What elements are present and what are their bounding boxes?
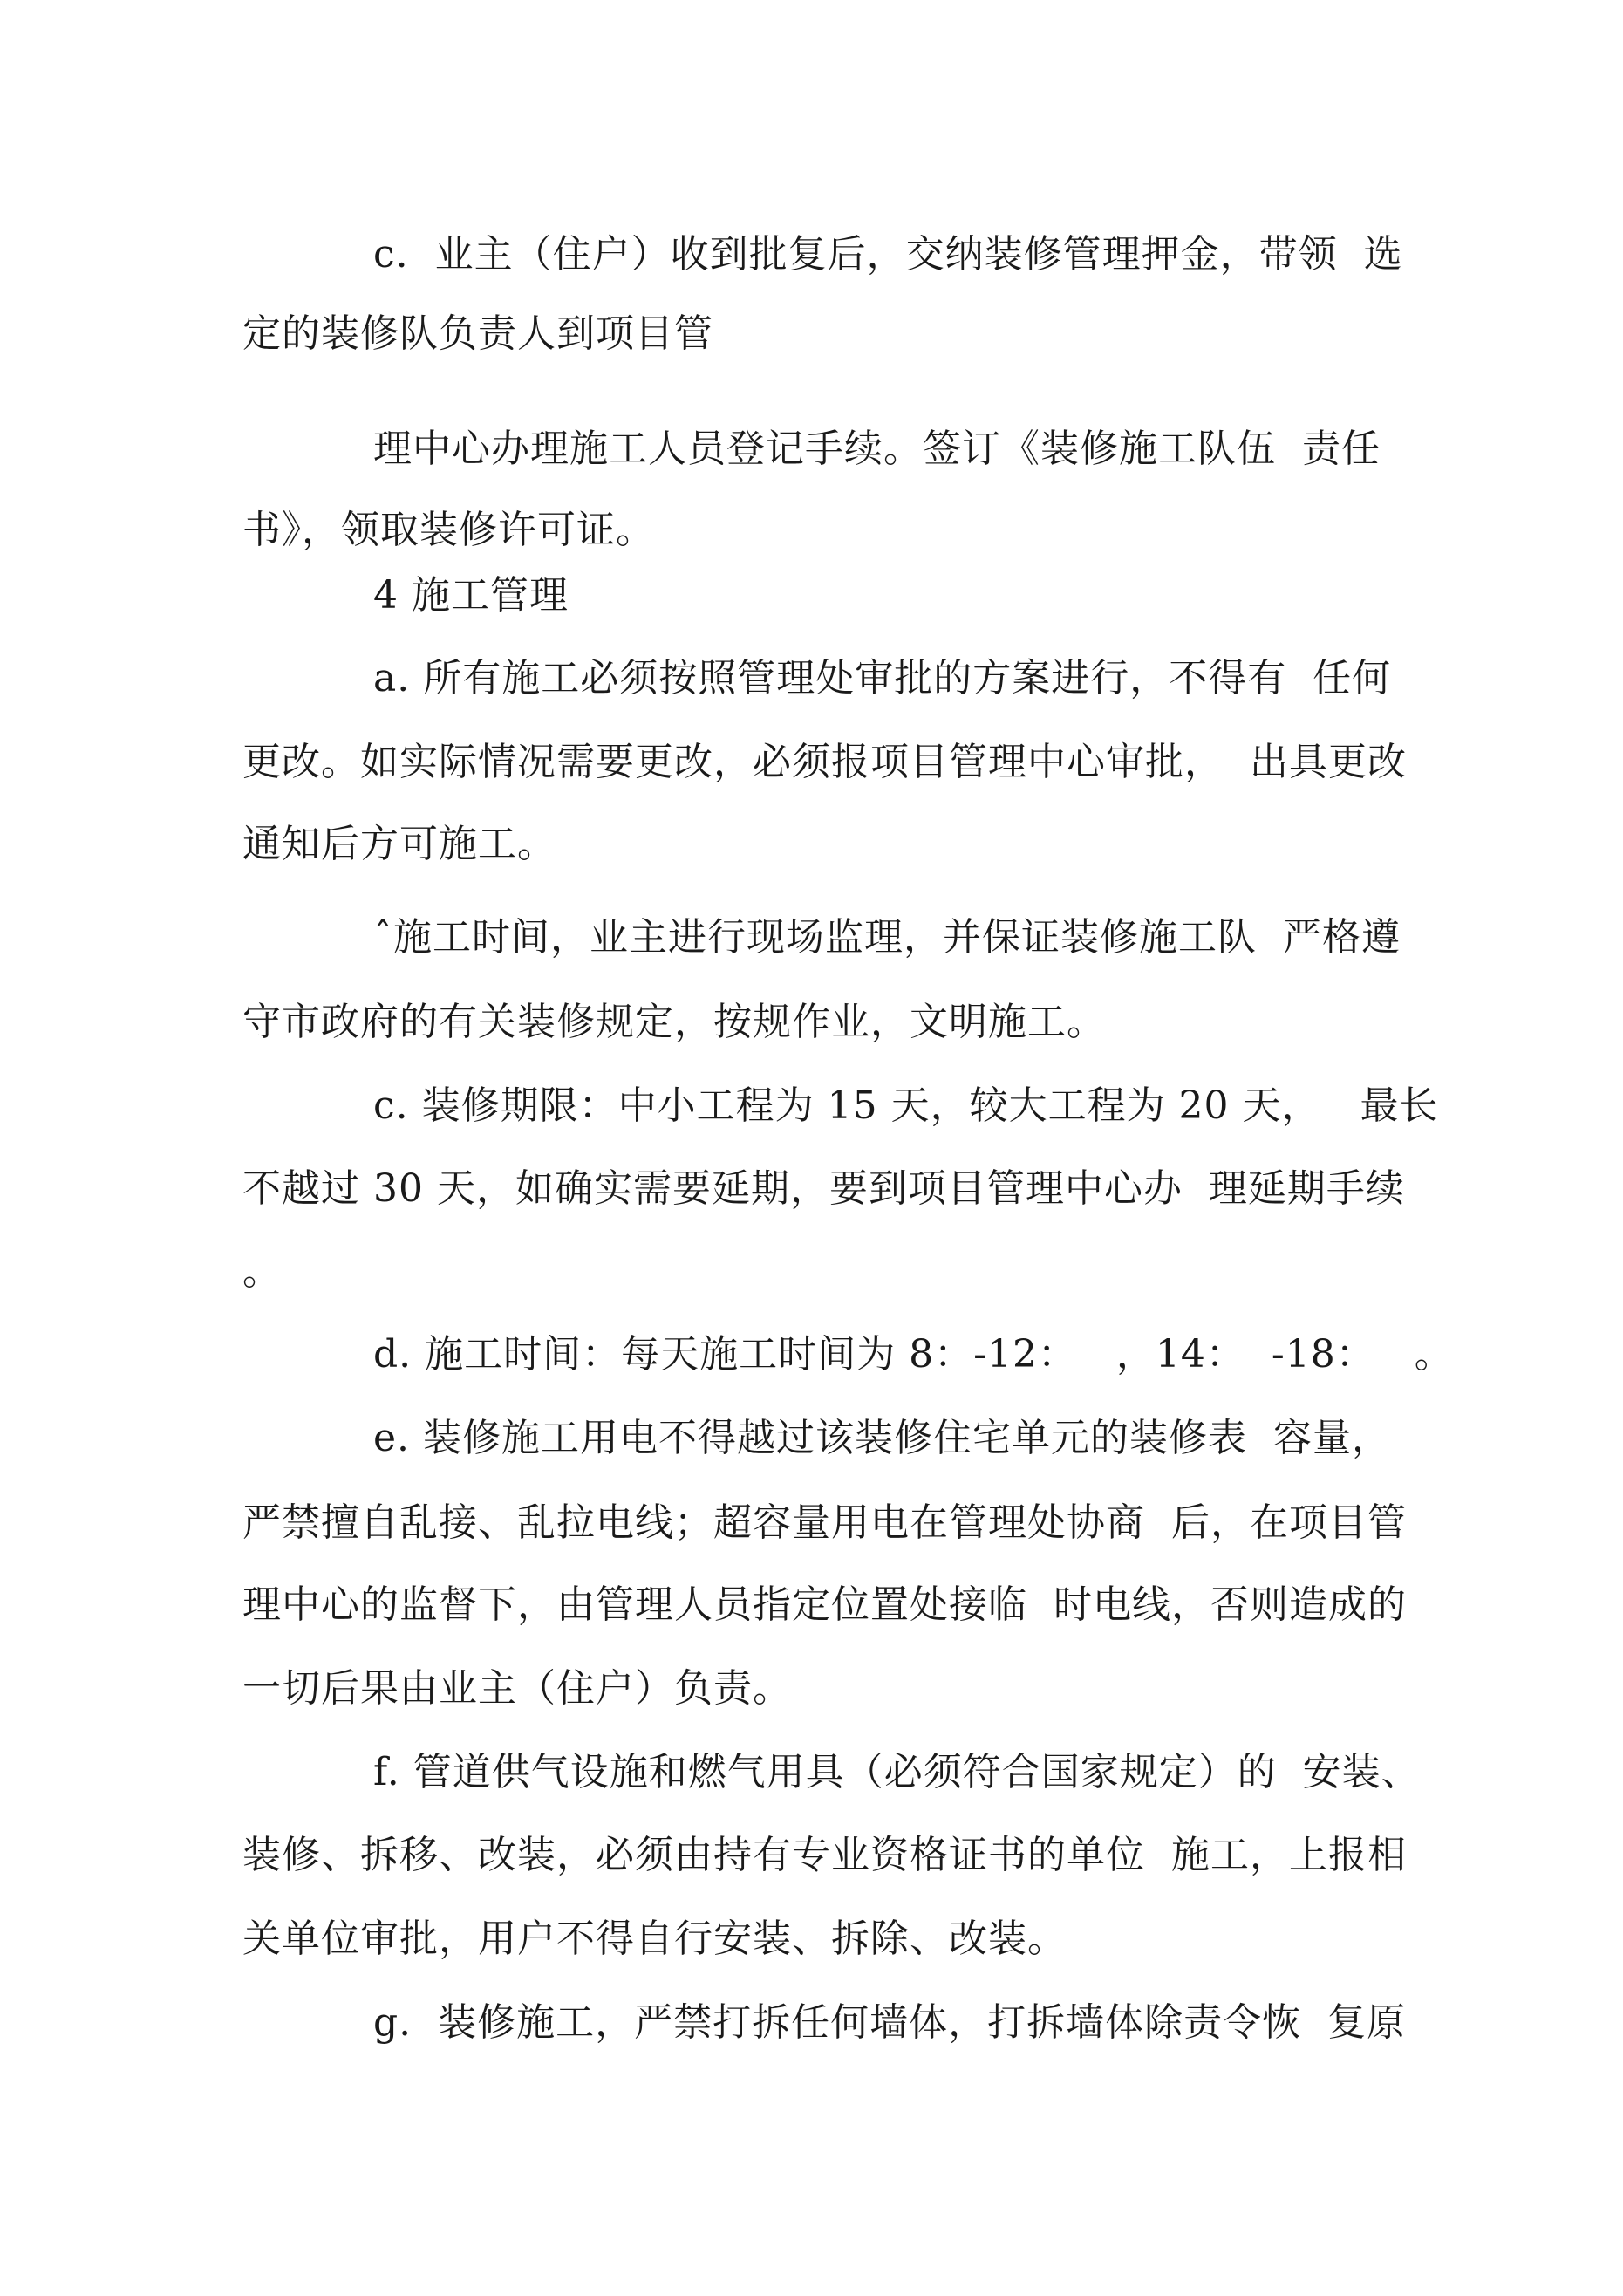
text-line: 理中心办理施工人员登记手续。签订《装修施工队伍 责任 bbox=[373, 427, 1381, 471]
text-line: f. 管道供气设施和燃气用具（必须符合国家规定）的 安装、 bbox=[373, 1750, 1421, 1794]
text-line: 。 bbox=[242, 1249, 282, 1294]
text-line: ˆ施工时间，业主进行现场监理，并保证装修施工队 严格遵 bbox=[373, 915, 1401, 960]
text-line: 书》，领取装修许可证。 bbox=[242, 508, 655, 552]
text-line: 一切后果由业主（住户）负责。 bbox=[242, 1666, 792, 1711]
text-line: 装修、拆移、改装，必须由持有专业资格证书的单位 施工，上报相 bbox=[242, 1833, 1407, 1877]
text-line: g. 装修施工，严禁打拆任何墙体，打拆墙体除责令恢 复原 bbox=[373, 2000, 1407, 2045]
text-line: 不越过 30 天，如确实需要延期，要到项目管理中心办 理延期手续 bbox=[242, 1166, 1405, 1211]
text-line: 更改。如实际情况需要更改，必须报项目管理中心审批， 出具更改 bbox=[242, 740, 1407, 784]
text-line: c. 装修期限：中小工程为 15 天，较大工程为 20 天， 最长 bbox=[373, 1083, 1439, 1128]
text-line: c. 业主（住户）收到批复后，交纳装修管理押金，带领 选 bbox=[373, 232, 1403, 277]
text-line: 理中心的监督下，由管理人员指定位置处接临 时电线，否则造成的 bbox=[242, 1582, 1407, 1627]
text-line: 通知后方可施工。 bbox=[242, 822, 556, 866]
text-line: 守市政府的有关装修规定，按规作业，文明施工。 bbox=[242, 1000, 1106, 1044]
text-line: a. 所有施工必须按照管理处审批的方案进行，不得有 任何 bbox=[373, 656, 1392, 700]
text-line: d. 施工时间：每天施工时间为 8：-12： ，14： -18： 。 bbox=[373, 1332, 1454, 1377]
text-line: 定的装修队负责人到项目管 bbox=[242, 311, 713, 356]
section-heading: 4 施工管理 bbox=[373, 573, 569, 618]
text-line: 关单位审批，用户不得自行安装、拆除、改装。 bbox=[242, 1917, 1067, 1961]
text-line: 严禁擅自乱接、乱拉电线；超容量用电在管理处协商 后，在项目管 bbox=[242, 1500, 1407, 1545]
text-line: e. 装修施工用电不得越过该装修住宅单元的装修表 容量， bbox=[373, 1416, 1391, 1460]
